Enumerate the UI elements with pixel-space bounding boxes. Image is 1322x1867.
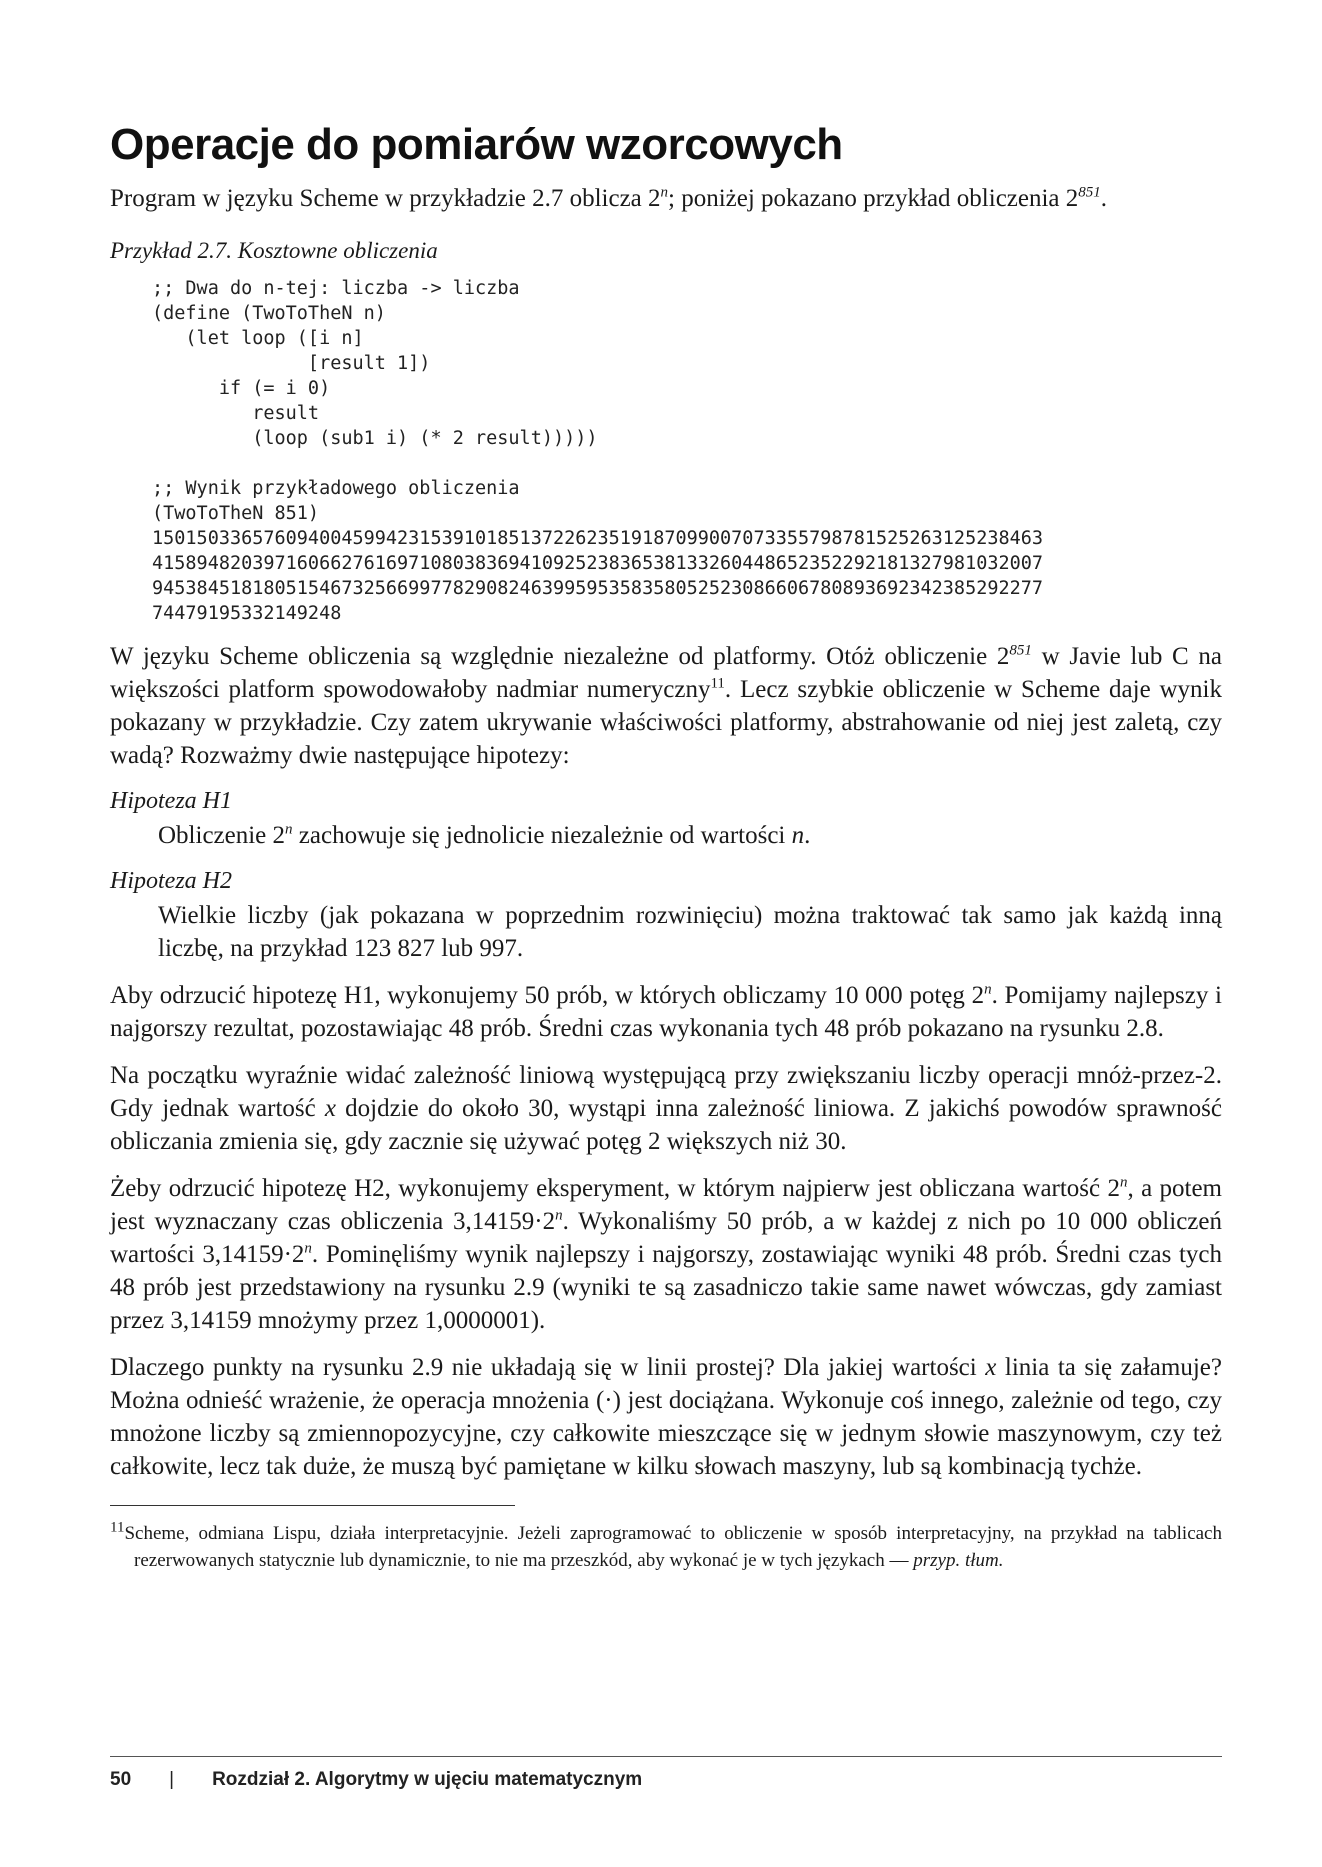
intro-paragraph: Program w języku Scheme w przykładzie 2.7 oblicza 2$^n$; poniżej pokazano przykład obliczenia $2^{851}$. xyxy=(110,184,1108,212)
hypothesis-h2-text: Wielkie liczby (jak pokazana w poprzednim rozwinięciu) można traktować tak samo jak każdą inną liczbę, na przykład 123 827 lub 997. xyxy=(158,902,1222,962)
hypothesis-h1-title: Hipoteza H1 xyxy=(110,788,232,814)
code-output: ;; Wynik przykładowego obliczenia (TwoToTheN 851) 15015033657609400459942315391018513722623519187099007073355798781525263125238463 41589482039716066276169710803836941092523836538133260448652352292181327981032007 94538451818051546732566997782908246399595358358052523086606780893692342385292277 74479195332149248 xyxy=(152,478,1044,624)
page-footer xyxy=(110,1756,1222,1791)
section-title: Operacje do pomiarów wzorcowych xyxy=(110,120,843,169)
chapter-title: Rozdział 2. Algorytmy w ujęciu matematycznym xyxy=(212,1769,643,1790)
page-content xyxy=(110,120,1222,1574)
paragraph-h1-test: Aby odrzucić hipotezę H1, wykonujemy 50 prób, w których obliczamy 10 000 potęg 2$^n$. Pomijamy najlepszy i najgorszy rezultat, pozostawiając 48 prób. Średni czas wykonania tych 48 prób pokazano na rysunku 2.8. xyxy=(110,981,1222,1042)
hypothesis-h1-text: Obliczenie 2$^n$ zachowuje się jednolicie niezależnie od wartości n. xyxy=(158,821,811,849)
paragraph-linear: Na początku wyraźnie widać zależność liniową występującą przy zwiększaniu liczby operacji mnóż-przez-2. Gdy jednak wartość x dojdzie do około 30, wystąpi inna zależność liniowa. Z jakichś powodów sprawność obliczania zmienia się, gdy zacznie się używać potęg 2 większych niż 30. xyxy=(110,1062,1222,1155)
example-caption: Przykład 2.7. Kosztowne obliczenia xyxy=(110,238,438,263)
hypothesis-h2-title: Hipoteza H2 xyxy=(110,868,232,894)
footnote: $^{11}$Scheme, odmiana Lispu, działa interpretacyjnie. Jeżeli zaprogramować to obliczenie w sposób interpretacyjny, na przykład na tablicach rezerwowanych statycznie lub dynamicznie, to nie ma przeszkód, aby wykonać je w tych językach — przyp. tłum. xyxy=(110,1519,1222,1571)
footnote-divider xyxy=(110,1505,515,1506)
paragraph-h2-test: Żeby odrzucić hipotezę H2, wykonujemy eksperyment, w którym najpierw jest obliczana wartość 2$^n$, a potem jest wyznaczany czas obliczenia $3,14159\cdot 2^n$. Wykonaliśmy 50 prób, a w każdej z nich po 10 000 obliczeń wartości $3,14159\cdot 2^n$. Pominęliśmy wynik najlepszy i najgorszy, zostawiając wyniki 48 prób. Średni czas tych 48 prób jest przedstawiony na rysunku 2.9 (wyniki te są zasadniczo takie same nawet wówczas, gdy zamiast przez 3,14159 mnożymy przez 1,0000001). xyxy=(110,1174,1222,1334)
footnote-mark: 11 xyxy=(110,1519,125,1536)
paragraph-platform: W języku Scheme obliczenia są względnie niezależne od platformy. Otóż obliczenie $2^{851}$ w Javie lub C na większości platform spowodowałoby nadmiar numeryczny$^{11}$. Lecz szybkie obliczenie w Scheme daje wynik pokazany w przykładzie. Czy zatem ukrywanie właściwości platformy, abstrahowanie od niej jest zaletą, czy wadą? Rozważmy dwie następujące hipotezy: xyxy=(110,642,1222,769)
page-number: 50 xyxy=(110,1769,132,1790)
footer-separator: | xyxy=(169,1769,175,1790)
code-gap xyxy=(110,451,1222,476)
code-listing: ;; Dwa do n-tej: liczba -> liczba (define (TwoToTheN n) (let loop ([i n] [result 1]) if (= i 0) result (loop (sub1 i) (* 2 result))))) xyxy=(152,278,598,449)
footnote-reference: 11 xyxy=(710,675,725,692)
paragraph-question: Dlaczego punkty na rysunku 2.9 nie układają się w linii prostej? Dla jakiej wartości x linia ta się załamuje? Można odnieść wrażenie, że operacja mnożenia (·) jest dociążana. Wykonuje coś innego, zależnie od tego, czy mnożone liczby są zmiennopozycyjne, czy całkowite mieszczące się w jednym słowie maszynowym, czy też całkowite, lecz tak duże, że muszą być pamiętane w kilku słowach maszyny, lub są kombinacją tychże. xyxy=(110,1354,1222,1480)
